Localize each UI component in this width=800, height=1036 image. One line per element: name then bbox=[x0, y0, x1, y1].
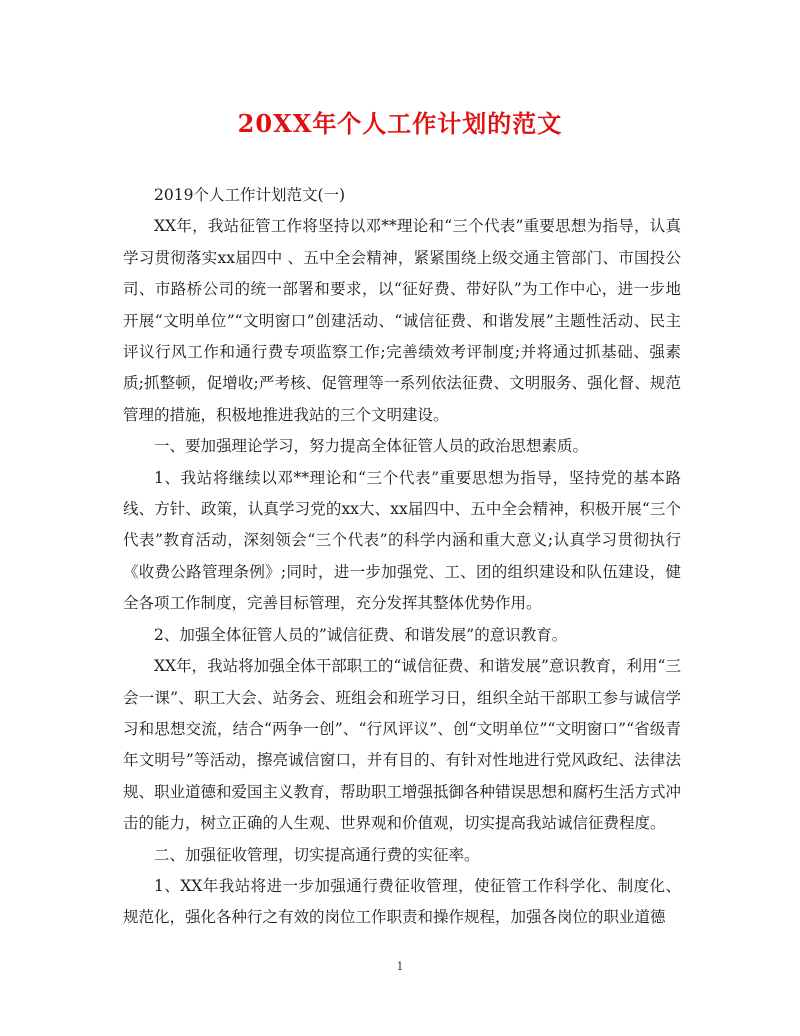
section-heading: 二、加强征收管理，切实提高通行费的实征率。 bbox=[154, 845, 480, 864]
paragraph-subtitle: 2019个人工作计划范文(一) bbox=[154, 186, 346, 204]
document-body bbox=[123, 180, 681, 934]
document-title: 20XX年个人工作计划的范文 bbox=[237, 109, 563, 138]
subsection-heading: 2、加强全体征管人员的”诚信征费、和谐发展”的意识教育。 bbox=[154, 625, 568, 644]
paragraph: 1、XX年我站将进一步加强通行费征收管理，使征管工作科学化、制度化、规范化，强化各种行之有效的岗位工作职责和操作规程，加强各岗位的职业道德 bbox=[123, 876, 681, 927]
page-number: 1 bbox=[396, 960, 404, 973]
section-heading: 一、要加强理论学习，努力提高全体征管人员的政治思想素质。 bbox=[154, 437, 589, 456]
paragraph: XX年，我站征管工作将坚持以邓**理论和“三个代表”重要思想为指导，认真学习贯彻落实xx届四中 、五中全会精神，紧紧围绕上级交通主管部门、市国投公司、市路桥公司的统一部署和要求，以“征好费、带好队”为工作中心，进一步地开展“文明单位”“文明窗口”创建活动、“诚信征费、和谐发展”主题性活动、民主评议行风工作和通行费专项监察工作;完善绩效考评制度;并将通过抓基础、强素质;抓整顿，促增收;严考核、促管理等一系列依法征费、文明服务、强化督、规范管理的措施，积极地推进我站的三个文明建设。 bbox=[123, 217, 681, 424]
paragraph: XX年，我站将加强全体干部职工的“诚信征费、和谐发展”意识教育，利用“三会一课”、职工大会、站务会、班组会和班学习日，组织全站干部职工参与诚信学习和思想交流，结合“两争一创”、“行风评议”、创“文明单位”“文明窗口”“省级青年文明号”等活动，擦亮诚信窗口，并有目的、有针对性地进行党风政纪、法律法规、职业道德和爱国主义教育，帮助职工增强抵御各种错误思想和腐朽生活方式冲击的能力，树立正确的人生观、世界观和价值观，切实提高我站诚信征费程度。 bbox=[123, 657, 682, 833]
paragraph: 1、我站将继续以邓**理论和“三个代表”重要思想为指导，坚持党的基本路线、方针、政策，认真学习党的xx大、xx届四中、五中全会精神，积极开展“三个代表”教育活动，深刻领会“三个代表”的科学内涵和重大意义;认真学习贯彻执行《收费公路管理条例》;同时，进一步加强党、工、团的组织建设和队伍建设，健全各项工作制度，完善目标管理，充分发挥其整体优势作用。 bbox=[123, 468, 681, 613]
